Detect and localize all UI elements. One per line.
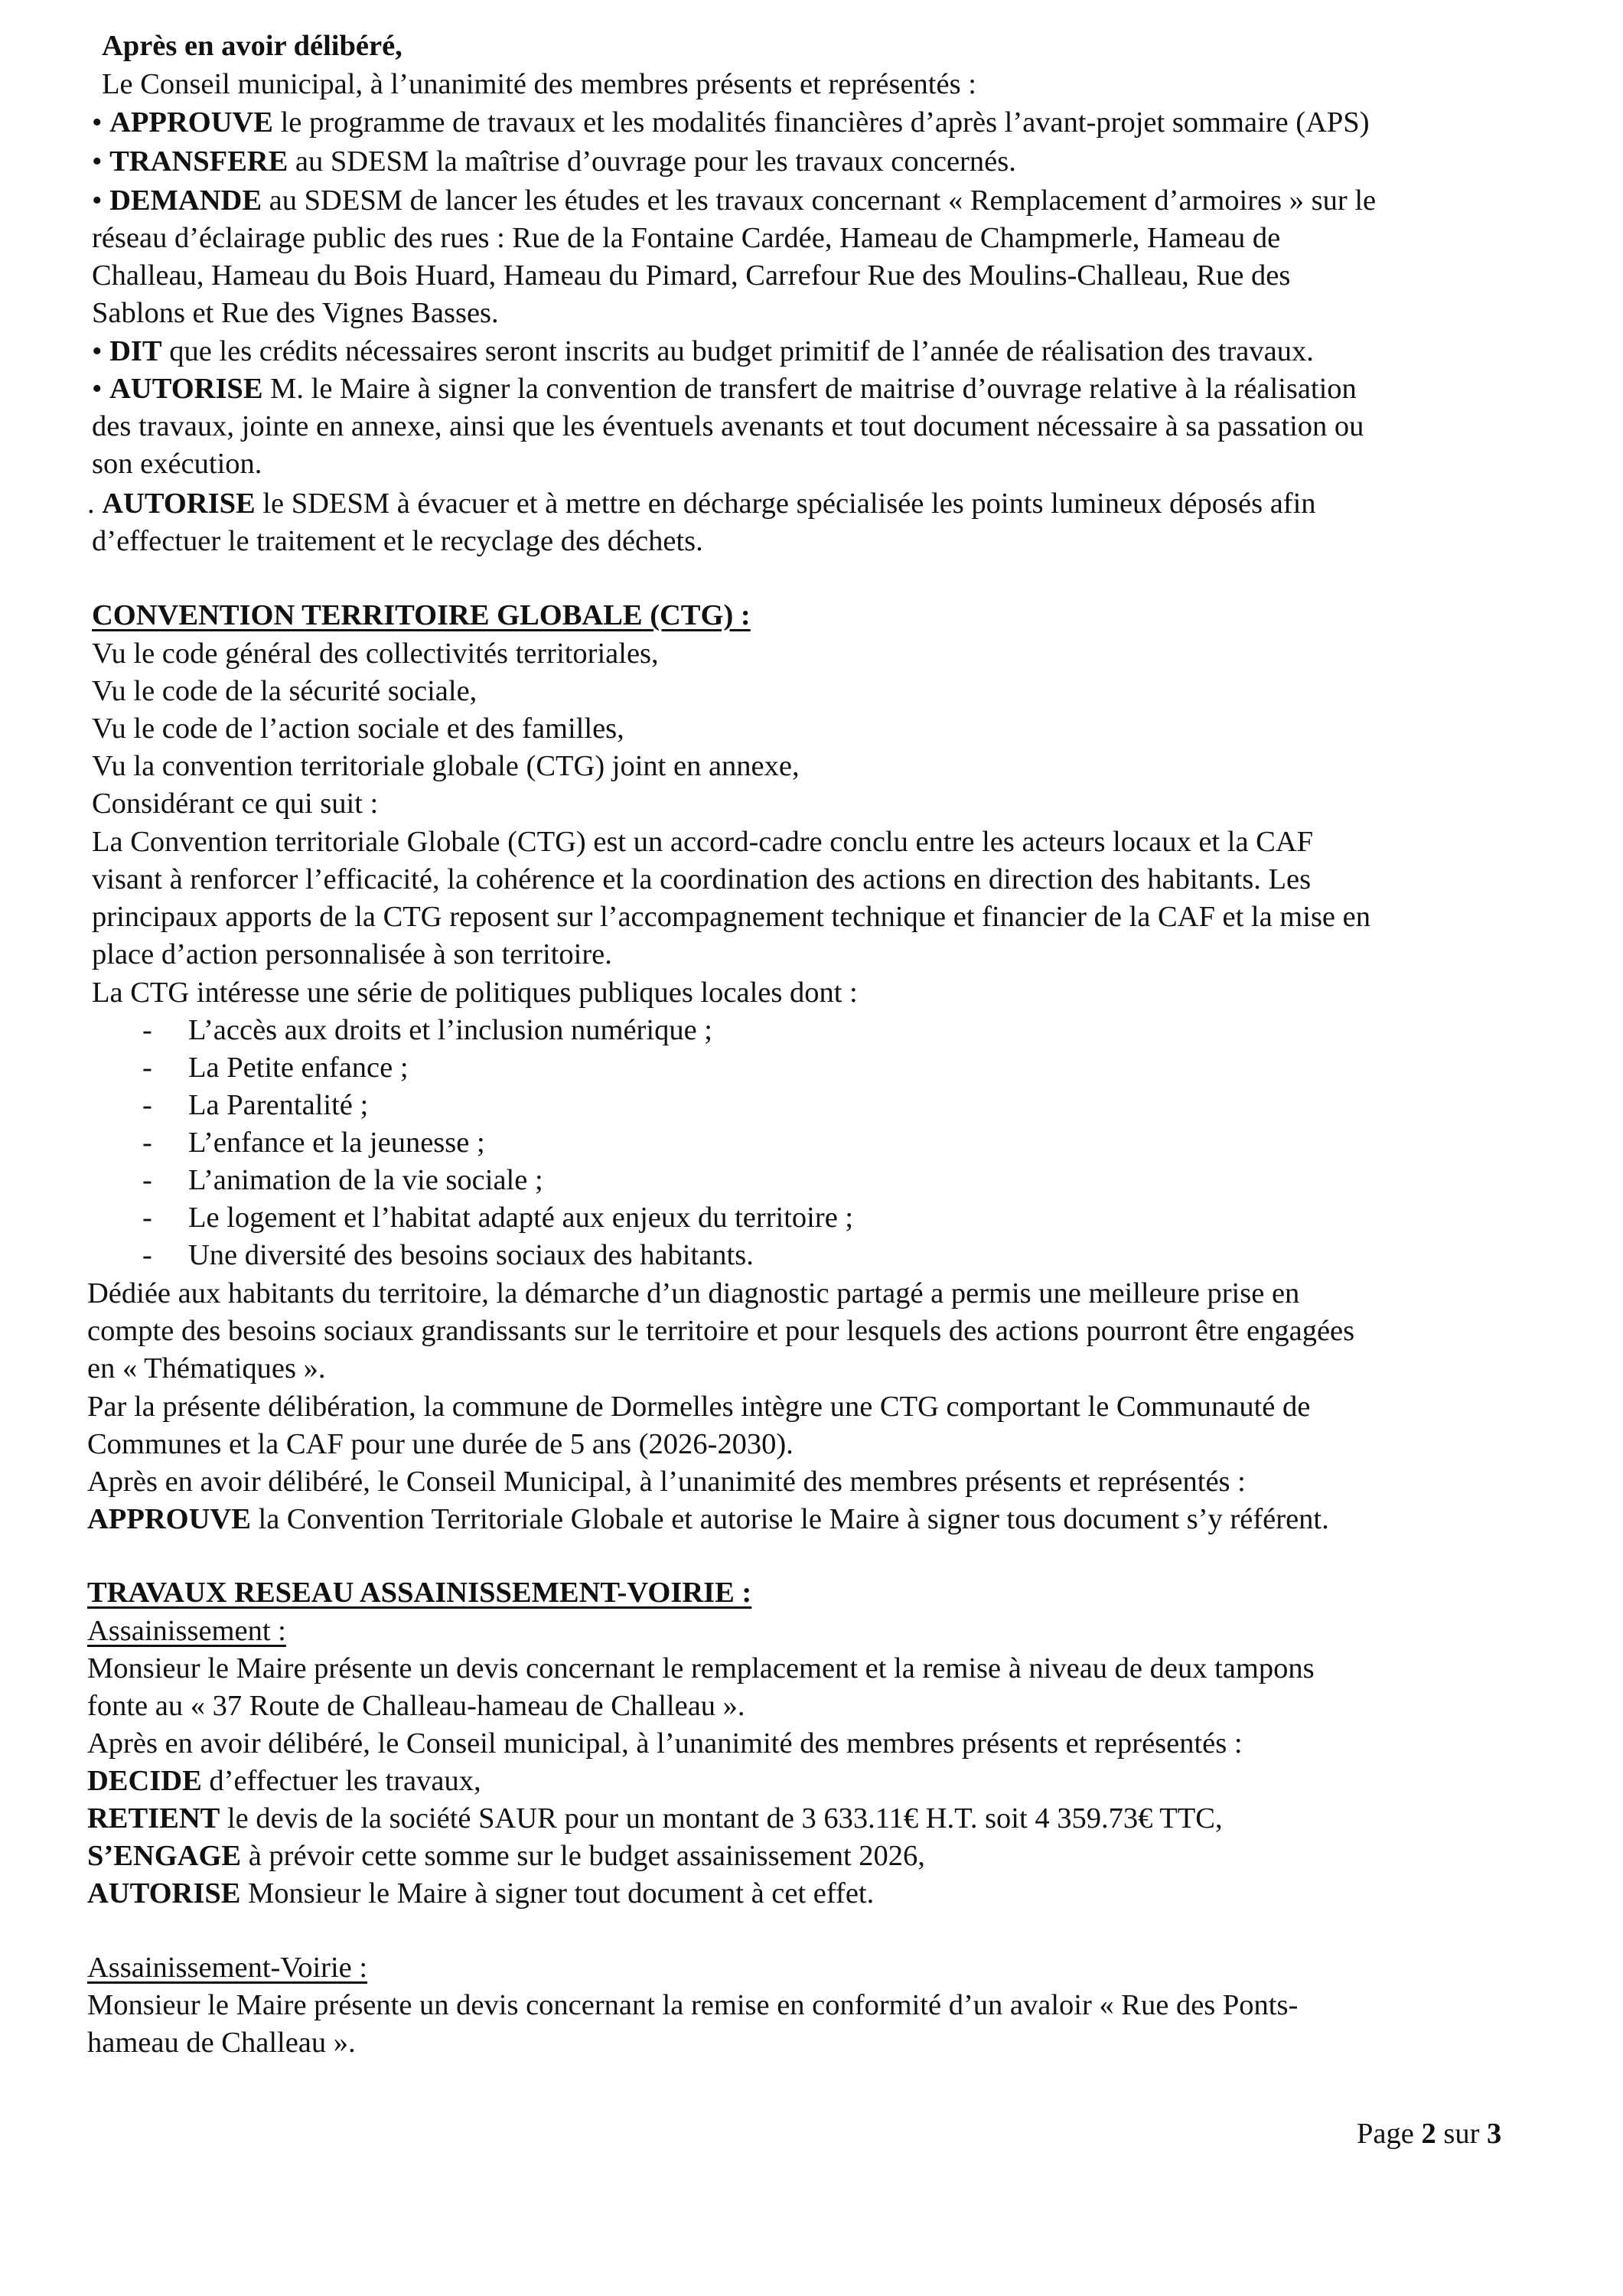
decision-verb: APPROUVE xyxy=(109,106,273,139)
policy-list-intro: La CTG intéresse une série de politiques publiques locales dont : xyxy=(92,977,858,1009)
list-dash: - xyxy=(142,1089,152,1121)
ctg-section-title: CONVENTION TERRITOIRE GLOBALE (CTG) : xyxy=(92,599,751,631)
assainissement-line: fonte au « 37 Route de Challeau-hameau de Challeau ». xyxy=(87,1690,745,1722)
decide-line xyxy=(87,1763,481,1801)
ctg-paragraph-line: Par la présente délibération, la commune de Dormelles intègre une CTG comportant le Communauté de xyxy=(87,1391,1311,1423)
section1-heading: Après en avoir délibéré, xyxy=(102,30,402,62)
demande-continued: Challeau, Hameau du Bois Huard, Hameau du Pimard, Carrefour Rue des Moulins-Challeau, Rue des xyxy=(92,259,1291,292)
dit-line xyxy=(92,333,1314,371)
policy-list-item: L’enfance et la jeunesse ; xyxy=(188,1127,485,1159)
bullet: • xyxy=(92,184,103,217)
decision-text: Monsieur le Maire à signer tout document à cet effet. xyxy=(240,1877,875,1910)
assainissement-voirie-subtitle: Assainissement-Voirie : xyxy=(87,1952,368,1984)
decision-text: au SDESM de lancer les études et les travaux concernant « Remplacement d’armoires » sur le xyxy=(262,184,1377,217)
decision-verb: DEMANDE xyxy=(109,184,262,217)
ctg-paragraph-line: Dédiée aux habitants du territoire, la démarche d’un diagnostic partagé a permis une meilleure prise en xyxy=(87,1277,1300,1309)
policy-list-item: Une diversité des besoins sociaux des habitants. xyxy=(188,1239,754,1271)
decision-verb: DIT xyxy=(109,335,162,367)
policy-list-item: La Petite enfance ; xyxy=(188,1052,409,1084)
decision-verb: AUTORISE xyxy=(87,1877,241,1910)
policy-list-item: La Parentalité ; xyxy=(188,1089,369,1121)
vu-line: Vu le code général des collectivités territoriales, xyxy=(92,638,659,670)
policy-list-item: L’accès aux droits et l’inclusion numérique ; xyxy=(188,1014,712,1046)
sengage-line xyxy=(87,1838,925,1876)
decision-text: le SDESM à évacuer et à mettre en décharge spécialisée les points lumineux déposés afin xyxy=(255,488,1316,520)
considerant-line: Considérant ce qui suit : xyxy=(92,788,379,820)
decision-text: au SDESM la maîtrise d’ouvrage pour les travaux concernés. xyxy=(288,145,1016,178)
ctg-paragraph-line: compte des besoins sociaux grandissants sur le territoire et pour lesquels des actions pourront être engagées xyxy=(87,1315,1355,1347)
decision-verb: S’ENGAGE xyxy=(87,1840,242,1872)
decision-text: le devis de la société SAUR pour un montant de 3 633.11€ H.T. soit 4 359.73€ TTC, xyxy=(220,1802,1223,1835)
decision-text: à prévoir cette somme sur le budget assainissement 2026, xyxy=(241,1840,925,1872)
policy-list-item: L’animation de la vie sociale ; xyxy=(188,1164,543,1196)
decision-verb: TRANSFERE xyxy=(109,145,288,178)
vu-line: Vu le code de la sécurité sociale, xyxy=(92,675,477,707)
assainissement-deliberation: Après en avoir délibéré, le Conseil municipal, à l’unanimité des membres présents et représentés : xyxy=(87,1727,1243,1760)
decision-verb: RETIENT xyxy=(87,1802,220,1835)
voirie-line: Monsieur le Maire présente un devis concernant la remise en conformité d’un avaloir « Rue des Ponts- xyxy=(87,1989,1299,2021)
bullet: • xyxy=(92,106,103,139)
list-dash: - xyxy=(142,1127,152,1159)
ctg-paragraph-line: La Convention territoriale Globale (CTG) est un accord-cadre conclu entre les acteurs locaux et la CAF xyxy=(92,826,1314,858)
page-label: Page xyxy=(1357,2118,1422,2150)
decision-verb: AUTORISE xyxy=(102,488,256,520)
section1-intro: Le Conseil municipal, à l’unanimité des membres présents et représentés : xyxy=(102,68,976,100)
transfere-line xyxy=(92,143,1016,181)
ctg-paragraph-line: Communes et la CAF pour une durée de 5 ans (2026-2030). xyxy=(87,1428,794,1460)
demande-line xyxy=(92,182,1376,220)
bullet: • xyxy=(92,335,103,367)
decision-text: le programme de travaux et les modalités financières d’après l’avant-projet sommaire (APS) xyxy=(272,106,1370,139)
autorise-line xyxy=(92,370,1357,409)
page-current: 2 xyxy=(1421,2118,1436,2150)
voirie-line: hameau de Challeau ». xyxy=(87,2027,356,2059)
autorise-maire-line xyxy=(87,1875,874,1913)
page-of: sur xyxy=(1436,2118,1488,2150)
retient-line xyxy=(87,1800,1223,1838)
decision-verb: AUTORISE xyxy=(109,373,263,405)
list-dash: - xyxy=(142,1052,152,1084)
decision-text: que les crédits nécessaires seront inscrits au budget primitif de l’année de réalisation des travaux. xyxy=(161,335,1314,367)
travaux-section-title: TRAVAUX RESEAU ASSAINISSEMENT-VOIRIE : xyxy=(87,1577,752,1609)
bullet: • xyxy=(92,145,103,178)
demande-continued: Sablons et Rue des Vignes Basses. xyxy=(92,297,499,329)
ctg-paragraph-line: visant à renforcer l’efficacité, la cohérence et la coordination des actions en direction des habitants. Les xyxy=(92,863,1312,895)
list-dash: - xyxy=(142,1202,152,1234)
list-dash: - xyxy=(142,1164,152,1196)
page-total: 3 xyxy=(1487,2118,1502,2150)
ctg-decision xyxy=(87,1501,1329,1539)
demande-continued: réseau d’éclairage public des rues : Rue de la Fontaine Cardée, Hameau de Champmerle, Hameau de xyxy=(92,222,1281,254)
bullet: • xyxy=(92,373,103,405)
decision-verb: APPROUVE xyxy=(87,1503,251,1535)
assainissement-line: Monsieur le Maire présente un devis concernant le remplacement et la remise à niveau de deux tampons xyxy=(87,1652,1315,1684)
autorise-continued: son exécution. xyxy=(92,448,262,480)
approuve-line xyxy=(92,104,1370,142)
decision-text: M. le Maire à signer la convention de transfert de maitrise d’ouvrage relative à la réalisation xyxy=(262,373,1357,405)
ctg-paragraph-line: place d’action personnalisée à son territoire. xyxy=(92,938,612,970)
autorise-sdesm-continued: d’effectuer le traitement et le recyclage des déchets. xyxy=(92,525,703,557)
list-dash: - xyxy=(142,1014,152,1046)
decision-verb: DECIDE xyxy=(87,1765,202,1797)
ctg-deliberation: Après en avoir délibéré, le Conseil Municipal, à l’unanimité des membres présents et représentés : xyxy=(87,1466,1246,1498)
ctg-paragraph-line: en « Thématiques ». xyxy=(87,1352,326,1384)
autorise-continued: des travaux, jointe en annexe, ainsi que les éventuels avenants et tout document nécessaire à sa passation ou xyxy=(92,410,1364,442)
vu-line: Vu le code de l’action sociale et des familles, xyxy=(92,713,624,745)
policy-list-item: Le logement et l’habitat adapté aux enjeux du territoire ; xyxy=(188,1202,854,1234)
list-dash: - xyxy=(142,1239,152,1271)
page-number xyxy=(1357,2115,1501,2154)
bullet: . xyxy=(87,488,95,520)
decision-text: la Convention Territoriale Globale et autorise le Maire à signer tous document s’y référent. xyxy=(250,1503,1329,1535)
vu-line: Vu la convention territoriale globale (CTG) joint en annexe, xyxy=(92,750,800,782)
assainissement-subtitle: Assainissement : xyxy=(87,1615,286,1647)
ctg-paragraph-line: principaux apports de la CTG reposent sur l’accompagnement technique et financier de la CAF et la mise en xyxy=(92,901,1370,933)
autorise-sdesm-line xyxy=(87,485,1316,523)
decision-text: d’effectuer les travaux, xyxy=(201,1765,481,1797)
